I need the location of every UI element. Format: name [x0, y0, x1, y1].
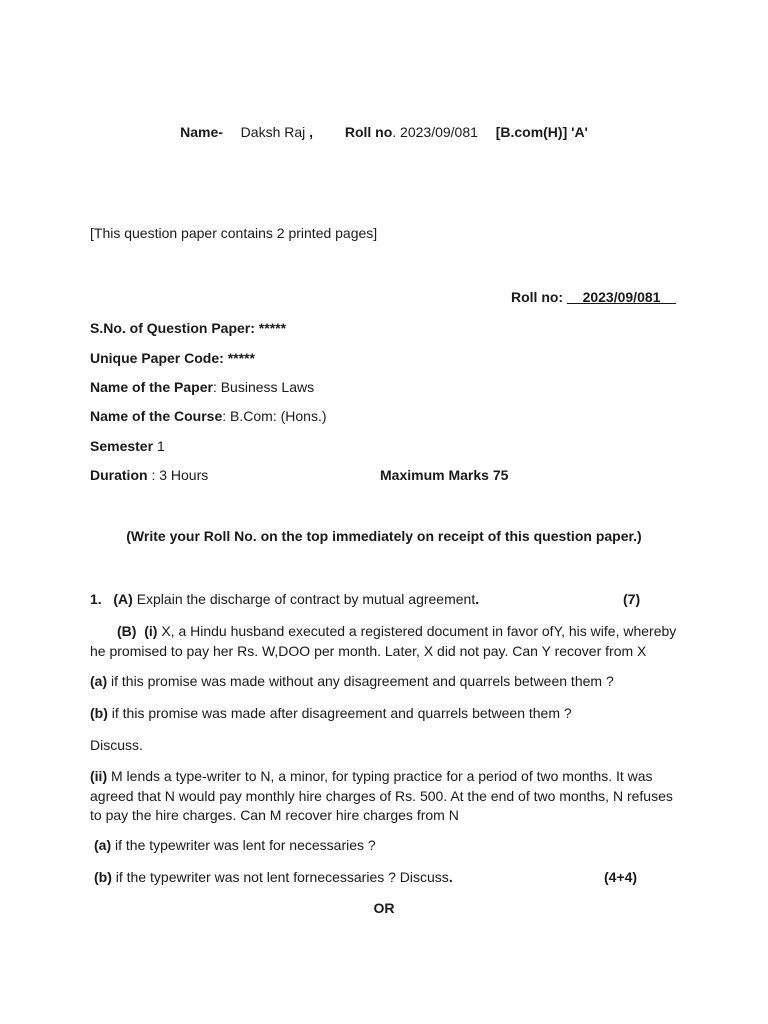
question-1a — [90, 591, 479, 607]
part-b-i-b — [90, 705, 572, 721]
name-comma: , — [309, 124, 314, 140]
part-b-ii-b-text: if the typewriter was not lent fornecessaries ? Discuss — [115, 869, 449, 885]
part-b-ii-b — [94, 869, 453, 885]
part-b-marks: (4+4) — [604, 869, 638, 885]
semester-label: Semester — [90, 438, 154, 454]
paper-row — [90, 379, 314, 395]
roll-instruction: (Write your Roll No. on the top immediately on receipt of this question paper.) — [126, 528, 642, 544]
course-value: : B.Com: (Hons.) — [222, 408, 327, 424]
part-b-i-a — [90, 673, 614, 689]
part-a-marks: (7) — [623, 591, 641, 607]
roll-value: . 2023/09/081 — [392, 124, 478, 140]
name-value: Daksh Raj — [240, 124, 306, 140]
roll-label: Roll no — [344, 124, 393, 140]
course-row — [90, 408, 327, 424]
or-divider: OR — [373, 900, 395, 916]
duration-label: Duration — [90, 467, 148, 483]
part-b-i-a-text: if this promise was made without any disagreement and quarrels between them ? — [111, 673, 614, 689]
question-number: 1. — [90, 591, 102, 607]
part-b-ii — [90, 767, 680, 826]
sno-label: S.No. of Question Paper: — [90, 320, 255, 336]
code-label: Unique Paper Code: — [90, 350, 224, 366]
course-label: Name of the Course — [90, 408, 223, 424]
part-b-ii-label: (ii) — [90, 768, 108, 784]
roll-box-value: __2023/09/081__ — [567, 289, 676, 305]
part-b-ii-b-label: (b) — [94, 869, 112, 885]
part-b-i-b-label: (b) — [90, 705, 108, 721]
paper-label: Name of the Paper — [90, 379, 213, 395]
course-tag: [B.com(H)] 'A' — [495, 124, 588, 140]
part-b-ii-b-end: . — [448, 869, 453, 885]
part-b-i-a-label: (a) — [90, 673, 108, 689]
sno-value: ***** — [258, 320, 287, 336]
part-b-i-text: X, a Hindu husband executed a registered document in favor ofY, his wife, whereby he promised to pay her Rs. W,DOO per month. Later, X did not pay. Can Y recover from X — [90, 623, 677, 659]
code-value: ***** — [227, 350, 255, 366]
sno-row — [90, 320, 286, 336]
roll-box — [511, 289, 676, 305]
max-marks: Maximum Marks 75 — [380, 467, 509, 483]
discuss-text: Discuss. — [90, 737, 143, 753]
part-b-i-b-text: if this promise was made after disagreement and quarrels between them ? — [111, 705, 572, 721]
part-a-text: Explain the discharge of contract by mutual agreement — [136, 591, 476, 607]
part-b-ii-a-label: (a) — [94, 837, 112, 853]
code-row — [90, 350, 255, 366]
part-a-end: . — [475, 591, 480, 607]
name-label: Name- — [180, 124, 223, 140]
part-b-ii-a — [94, 837, 376, 853]
paper-value: : Business Laws — [212, 379, 315, 395]
part-b-ii-a-text: if the typewriter was lent for necessaries ? — [115, 837, 376, 853]
semester-value: 1 — [156, 438, 165, 454]
duration-row — [90, 467, 208, 483]
roll-box-label: Roll no: — [511, 289, 564, 305]
semester-row — [90, 438, 165, 454]
duration-value: : 3 Hours — [151, 467, 209, 483]
part-a-label: (A) — [113, 591, 133, 607]
printed-pages-note: [This question paper contains 2 printed pages] — [90, 225, 378, 241]
part-b-ii-text: M lends a type-writer to N, a minor, for typing practice for a period of two months. It was agreed that N would pay monthly hire charges of Rs. 500. At the end of two months, N refuses to pay the hire charges. Can M recover hire charges from N — [90, 768, 673, 823]
candidate-header — [0, 124, 768, 140]
part-b-label: (B) — [117, 623, 137, 639]
part-b-i — [90, 622, 680, 661]
part-b-i-label: (i) — [144, 623, 158, 639]
